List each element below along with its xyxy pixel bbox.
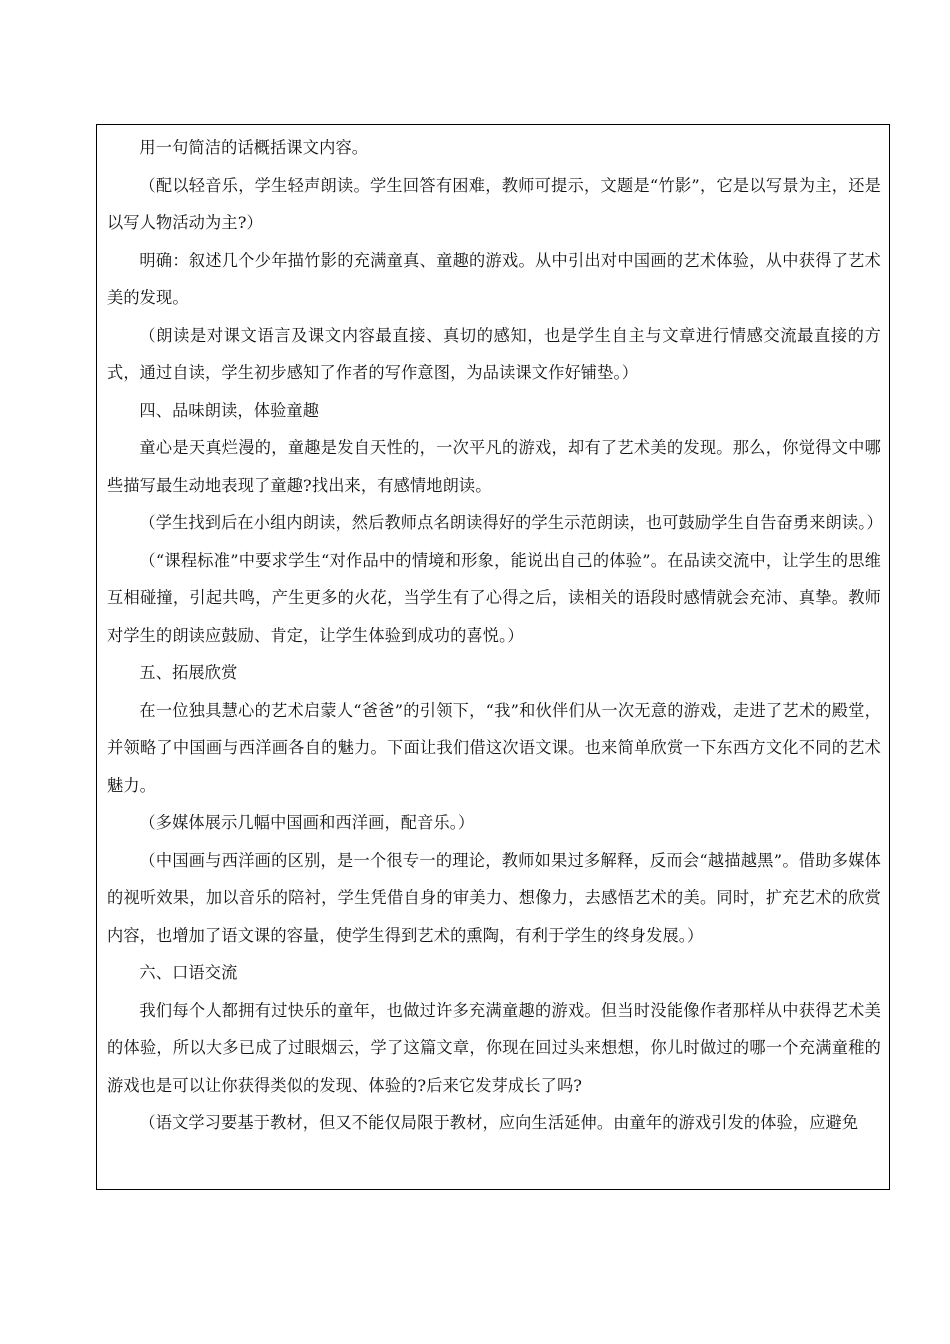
paragraph-life-extension-note: （语文学习要基于教材，但又不能仅局限于教材，应向生活延伸。由童年的游戏引发的体验，应避免 (139, 1113, 859, 1132)
paragraph-curriculum-note: （“课程标准”中要求学生“对作品中的情境和形象，能说出自己的体验”。在品读交流中，让学生的思维互相碰撞，引起共鸣，产生更多的火花，当学生有了心得之后，读相关的语段时感情就会充沛、真挚。教师对学生的朗读应鼓励、肯定，让学生体验到成功的喜悦。） (107, 550, 881, 645)
section-heading-4: 四、品味朗读，体验童趣 (139, 400, 320, 420)
paragraph-art-appreciation: 在一位独具慧心的艺术启蒙人“爸爸”的引领下，“我”和伙伴们从一次无意的游戏，走进了艺术的殿堂，并领略了中国画与西洋画各自的魅力。下面让我们借这次语文课。也来简单欣赏一下东西方文化不同的艺术魅力。 (107, 700, 881, 795)
lesson-plan-table-cell (96, 124, 890, 1190)
lesson-plan-text (107, 129, 881, 1142)
section-heading-5: 五、拓展欣赏 (139, 663, 238, 682)
section-heading-6: 六、口语交流 (139, 963, 238, 982)
paragraph-answer: 明确：叙述几个少年描竹影的充满童真、童趣的游戏。从中引出对中国画的艺术体验，从中获得了艺术美的发现。 (107, 250, 881, 307)
paragraph-oral-exchange: 我们每个人都拥有过快乐的童年，也做过许多充满童趣的游戏。但当时没能像作者那样从中获得艺术美的体验，所以大多已成了过眼烟云，学了这篇文章，你现在回过头来想想，你儿时做过的哪一个充满童稚的游戏也是可以让你获得类似的发现、体验的?后来它发芽成长了吗? (107, 1000, 881, 1095)
paragraph-reading-rationale: （朗读是对课文语言及课文内容最直接、真切的感知，也是学生自主与文章进行情感交流最直接的方式，通过自读，学生初步感知了作者的写作意图，为品读课文作好铺垫。） (107, 325, 881, 382)
paragraph-painting-difference-note: （中国画与西洋画的区别，是一个很专一的理论，教师如果过多解释，反而会“越描越黑”。借助多媒体的视听效果，加以音乐的陪衬，学生凭借自身的审美力、想像力，去感悟艺术的美。同时，扩充艺术的欣赏内容，也增加了语文课的容量，使学生得到艺术的熏陶，有利于学生的终身发展。） (107, 850, 881, 945)
paragraph-childlike-fun: 童心是天真烂漫的，童趣是发自天性的，一次平凡的游戏，却有了艺术美的发现。那么，你觉得文中哪些描写最生动地表现了童趣?找出来，有感情地朗读。 (107, 438, 881, 495)
paragraph-group-reading-note: （学生找到后在小组内朗读，然后教师点名朗读得好的学生示范朗读，也可鼓励学生自告奋勇来朗读。） (139, 513, 883, 532)
paragraph-multimedia-note: （多媒体展示几幅中国画和西洋画，配音乐。） (139, 813, 475, 832)
paragraph-reading-note: （配以轻音乐，学生轻声朗读。学生回答有困难，教师可提示，文题是“竹影”，它是以写景为主，还是以写人物活动为主?） (107, 175, 881, 232)
paragraph-summarize-prompt: 用一句简洁的话概括课文内容。 (139, 138, 369, 157)
